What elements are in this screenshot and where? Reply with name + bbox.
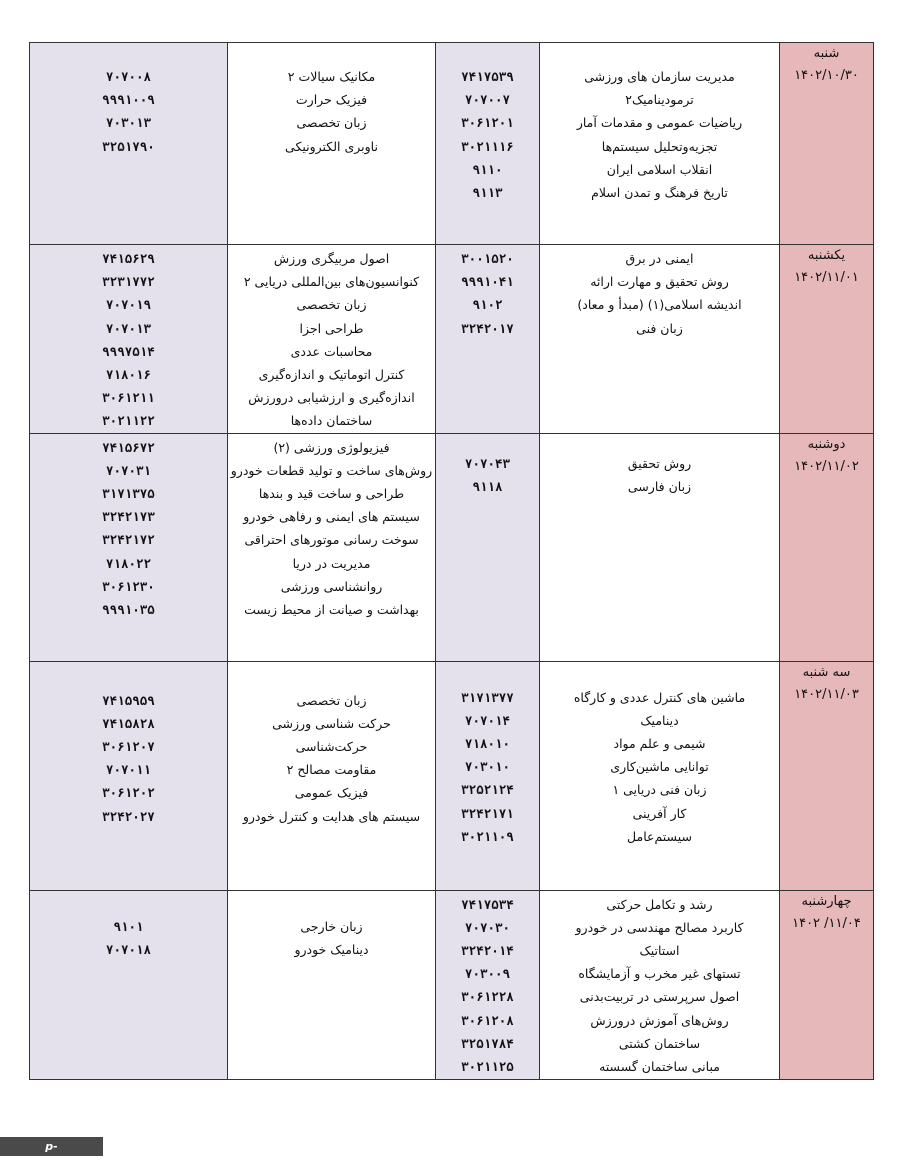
course-code: ۳۲۵۱۷۹۰: [102, 138, 155, 154]
course-code: ۳۰۶۱۲۰۷: [102, 739, 155, 755]
course-name: مقاومت مصالح ۲: [286, 762, 377, 778]
courses-column-right: [540, 433, 780, 661]
day-name: شنبه: [813, 46, 840, 61]
course-code: ۷۱۸۰۲۲: [105, 555, 152, 571]
course-code: ۷۴۱۵۹۵۹: [102, 692, 155, 708]
course-name: کاربرد مصالح مهندسی در خودرو: [575, 919, 744, 935]
day-cell: [780, 890, 874, 1079]
course-name: اصول سرپرستی در تربیت‌بدنی: [579, 989, 740, 1005]
course-code: ۹۹۹۷۵۱۴: [102, 343, 155, 359]
course-name: سیستم‌عامل: [627, 828, 692, 844]
schedule-row: [30, 433, 874, 661]
course-code: ۳۲۴۲۱۷۳: [102, 509, 155, 525]
course-code: ۷۴۱۷۵۳۴: [461, 896, 514, 912]
course-name: تجزیه‌وتحلیل سیستم‌ها: [601, 138, 718, 154]
course-name: زبان تخصصی: [296, 692, 367, 708]
course-code: ۷۰۷۰۰۷: [464, 92, 511, 108]
course-code: ۷۴۱۷۵۳۹: [461, 69, 514, 84]
courses-column-right: [540, 890, 780, 1079]
codes-column-left: [30, 245, 228, 434]
course-code: ۷۰۳۰۱۳: [105, 115, 152, 131]
course-code: ۷۴۱۵۶۲۹: [102, 251, 155, 266]
course-name: اصول مربیگری ورزش: [273, 251, 390, 266]
course-name: دینامیک خودرو: [294, 941, 369, 957]
course-name: ساختمان داده‌ها: [290, 413, 373, 429]
course-code: ۳۰۶۱۲۲۸: [461, 989, 514, 1005]
course-code: ۳۲۴۲۰۱۷: [461, 320, 514, 336]
course-name: زبان فنی: [636, 320, 683, 336]
course-name: زبان فارسی: [627, 478, 692, 494]
course-name: رشد و تکامل حرکتی: [606, 896, 713, 912]
site-url-footer: p-anzali.tvu.ac.ir: [0, 1137, 103, 1156]
course-code: ۳۲۴۲۰۲۷: [102, 808, 155, 824]
day-name: چهارشنبه: [801, 893, 852, 909]
course-code: ۳۲۴۲۱۷۱: [461, 805, 514, 821]
course-code: ۹۱۱۳: [472, 185, 503, 201]
schedule-row: [30, 661, 874, 890]
course-code: ۹۱۱۸: [472, 478, 503, 494]
course-name: کنترل اتوماتیک و اندازه‌گیری: [258, 367, 405, 383]
course-code: ۷۴۱۵۶۷۲: [102, 439, 155, 455]
course-code: ۷۰۷۰۱۳: [105, 320, 152, 336]
course-name: تستهای غیر مخرب و آزمایشگاه: [578, 966, 741, 982]
course-name: روش‌های آموزش درورزش: [590, 1012, 729, 1028]
course-code: ۳۲۴۲۱۷۲: [102, 532, 155, 548]
day-cell: [780, 433, 874, 661]
course-code: ۷۰۷۰۰۸: [105, 69, 152, 84]
day-name: سه شنبه: [802, 664, 851, 680]
course-name: سیستم های ایمنی و رفاهی خودرو: [243, 509, 420, 525]
course-name: کار آفرینی: [632, 805, 687, 821]
course-name: ماشین های کنترل عددی و کارگاه: [573, 689, 746, 705]
day-date: ۱۴۰۲/۱۱/۰۱: [794, 270, 859, 285]
courses-column-left: [228, 661, 436, 890]
course-name: فیزیک حرارت: [295, 92, 368, 108]
course-code: ۷۰۷۰۴۳: [464, 455, 511, 471]
course-code: ۷۰۳۰۱۰: [464, 759, 511, 775]
day-name: یکشنبه: [807, 248, 846, 263]
course-code: ۷۰۳۰۰۹: [464, 966, 511, 982]
course-name: استاتیک: [639, 943, 680, 959]
course-name: مبانی ساختمان گسسته: [599, 1059, 720, 1075]
course-name: بهداشت و صیانت از محیط زیست: [244, 602, 419, 618]
day-date: ۱۴۰۲/۱۰/۳۰: [794, 68, 859, 83]
course-name: مدیریت در دریا: [292, 555, 371, 571]
course-code: ۳۰۲۱۱۲۵: [461, 1059, 514, 1075]
day-cell: [780, 43, 874, 245]
course-code: ۹۱۱۰: [472, 161, 503, 177]
course-code: ۹۱۰۱: [113, 918, 144, 934]
course-code: ۳۲۳۱۷۷۲: [102, 274, 155, 290]
course-code: ۹۹۹۱۰۴۱: [461, 274, 514, 290]
schedule-row: [30, 890, 874, 1079]
course-name: حرکت شناسی ورزشی: [272, 715, 391, 731]
course-code: ۳۲۵۲۱۲۴: [461, 782, 514, 798]
courses-column-left: [228, 433, 436, 661]
course-code: ۷۰۷۰۳۰: [464, 919, 511, 935]
course-name: محاسبات عددی: [290, 343, 373, 359]
courses-column-left: [228, 245, 436, 434]
course-code: ۳۱۷۱۳۷۷: [461, 689, 514, 705]
course-name: روانشناسی ورزشی: [280, 578, 383, 594]
course-code: ۷۱۸۰۱۰: [464, 736, 511, 752]
codes-column-left: [30, 43, 228, 245]
course-code: ۳۰۲۱۱۲۲: [102, 413, 155, 429]
schedule-row: [30, 43, 874, 245]
course-code: ۳۲۵۱۷۸۴: [461, 1035, 514, 1051]
course-name: کنوانسیون‌های بین‌المللی دریایی ۲: [243, 274, 420, 290]
codes-column-right: [436, 43, 540, 245]
day-date: ۱۴۰۲/۱۱/۰۳: [794, 686, 859, 702]
course-name: ترمودینامیک۲: [625, 92, 694, 108]
course-name: فیزیولوژی ورزشی (۲): [273, 439, 390, 455]
exam-schedule-table: [29, 42, 874, 1080]
course-name: تاریخ فرهنگ و تمدن اسلام: [591, 185, 728, 201]
course-code: ۷۰۷۰۱۴: [464, 712, 511, 728]
codes-column-left: [30, 661, 228, 890]
schedule-row: [30, 245, 874, 434]
course-code: ۳۲۴۲۰۱۴: [461, 943, 514, 959]
codes-column-left: [30, 890, 228, 1079]
course-code: ۳۰۲۱۱۱۶: [461, 138, 514, 154]
course-name: ناوبری الکترونیکی: [285, 138, 378, 154]
course-code: ۷۴۱۵۸۲۸: [102, 715, 155, 731]
courses-column-right: [540, 661, 780, 890]
course-name: شیمی و علم مواد: [613, 736, 706, 752]
course-code: ۹۹۹۱۰۰۹: [102, 92, 155, 108]
codes-column-right: [436, 245, 540, 434]
day-cell: [780, 661, 874, 890]
course-code: ۷۰۷۰۱۹: [105, 297, 152, 313]
course-code: ۷۰۷۰۳۱: [105, 462, 152, 478]
course-code: ۳۱۷۱۳۷۵: [102, 486, 155, 502]
course-name: مکانیک سیالات ۲: [287, 69, 376, 84]
codes-column-right: [436, 890, 540, 1079]
course-name: اندازه‌گیری و ارزشیابی درورزش: [248, 390, 415, 406]
course-code: ۳۰۶۱۲۰۲: [102, 785, 155, 801]
course-code: ۳۰۶۱۲۰۱: [461, 115, 514, 131]
day-date: ۱۴۰۲ /۱۱/۰۴: [792, 915, 861, 931]
course-name: زبان خارجی: [300, 918, 363, 934]
course-code: ۳۰۶۱۲۳۰: [102, 578, 155, 594]
course-name: ریاضیات عمومی و مقدمات آمار: [576, 115, 743, 131]
course-name: زبان تخصصی: [296, 115, 367, 131]
courses-column-right: [540, 43, 780, 245]
courses-column-right: [540, 245, 780, 434]
codes-column-right: [436, 433, 540, 661]
codes-column-left: [30, 433, 228, 661]
course-name: توانایی ماشین‌کاری: [610, 759, 709, 775]
course-code: ۹۹۹۱۰۳۵: [102, 602, 155, 618]
day-cell: [780, 245, 874, 434]
course-name: دینامیک: [640, 712, 679, 728]
course-name: طراحی و ساخت قید و بندها: [258, 486, 405, 502]
course-name: فیزیک عمومی: [294, 785, 369, 801]
course-code: ۷۰۷۰۱۸: [105, 941, 152, 957]
codes-column-right: [436, 661, 540, 890]
course-name: انقلاب اسلامی ایران: [606, 161, 713, 177]
course-code: ۷۰۷۰۱۱: [105, 762, 152, 778]
day-date: ۱۴۰۲/۱۱/۰۲: [794, 458, 859, 474]
course-name: سوخت رسانی موتورهای احتراقی: [244, 532, 419, 548]
courses-column-left: [228, 890, 436, 1079]
course-name: روش‌های ساخت و تولید قطعات خودرو: [230, 462, 433, 478]
day-name: دوشنبه: [807, 436, 846, 452]
course-name: زبان تخصصی: [296, 297, 367, 313]
course-name: طراحی اجزا: [299, 320, 364, 336]
courses-column-left: [228, 43, 436, 245]
course-name: ایمنی در برق: [625, 251, 694, 266]
course-name: اندیشه اسلامی(۱) (مبدأ و معاد): [577, 297, 742, 313]
course-code: ۳۰۶۱۲۰۸: [461, 1012, 514, 1028]
course-name: ساختمان کشتی: [618, 1035, 701, 1051]
course-name: مدیریت سازمان های ورزشی: [584, 69, 735, 84]
course-name: روش تحقیق: [627, 455, 692, 471]
course-code: ۳۰۶۱۲۱۱: [102, 390, 155, 406]
course-code: ۳۰۲۱۱۰۹: [461, 828, 514, 844]
course-code: ۷۱۸۰۱۶: [105, 367, 152, 383]
course-name: زبان فنی دریایی ۱: [612, 782, 707, 798]
course-code: ۳۰۰۱۵۲۰: [461, 251, 514, 266]
course-name: روش تحقیق و مهارت ارائه: [590, 274, 729, 290]
course-name: سیستم های هدایت و کنترل خودرو: [242, 808, 421, 824]
course-name: حرکت‌شناسی: [295, 739, 368, 755]
course-code: ۹۱۰۲: [472, 297, 503, 313]
